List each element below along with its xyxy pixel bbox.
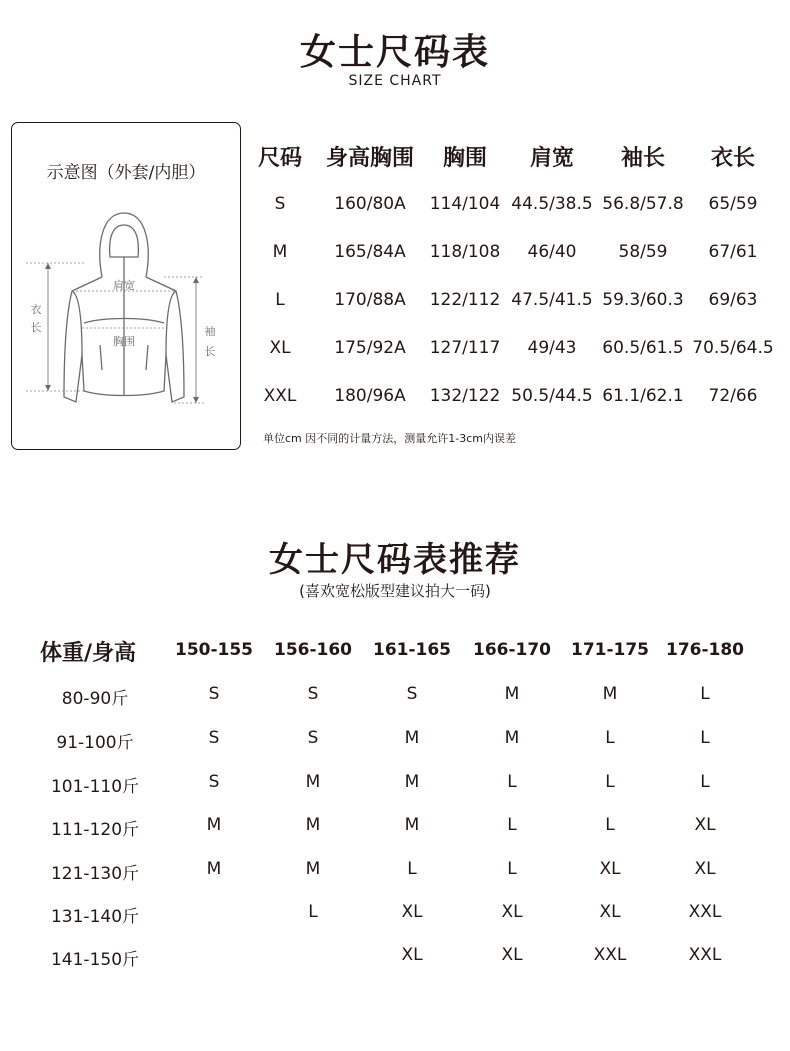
recommended-size: XXL [688,945,722,965]
recommended-size: XXL [593,945,627,965]
recommended-size: M [404,772,420,792]
recommended-size: M [504,728,520,748]
recommended-size: L [605,772,615,792]
size-chart-subtitle: SIZE CHART [348,73,442,89]
recommendation-subtitle: (喜欢宽松版型建议拍大一码) [299,582,491,600]
recommended-size: S [307,728,319,748]
diagram-label: 示意图（外套/内胆） [46,163,206,183]
sleeve-label-1: 袖 [204,325,216,338]
size-header-1: 身高胸围 [325,146,414,171]
size-cell: 61.1/62.1 [602,386,684,406]
recommended-size: M [504,684,520,704]
size-cell: 122/112 [429,290,501,310]
height-header-3: 166-170 [472,640,552,660]
recommended-size: XXL [688,902,722,922]
recommendation-title: 女士尺码表推荐 [269,540,521,580]
size-cell: 56.8/57.8 [602,194,684,214]
recommended-size: L [507,815,517,835]
recommended-size: S [208,684,220,704]
measurement-note: 单位cm 因不同的计量方法，测量允许1-3cm内误差 [263,432,516,445]
recommended-size: L [507,772,517,792]
recommended-size: XL [694,859,716,879]
weight-label: 80-90斤 [61,689,129,709]
recommended-size: S [406,684,418,704]
weight-label: 131-140斤 [50,907,140,927]
recommended-size: XL [599,902,621,922]
recommended-size: L [507,859,517,879]
size-cell: 114/104 [429,194,501,214]
weight-label: 101-110斤 [50,777,140,797]
length-label-1: 衣 [30,303,42,316]
recommended-size: M [305,859,321,879]
size-cell: 170/88A [334,290,406,310]
recommended-size: M [206,859,222,879]
recommended-size: XL [694,815,716,835]
height-header-2: 161-165 [372,640,452,660]
size-header-0: 尺码 [257,146,302,171]
recommended-size: L [308,902,318,922]
size-header-3: 肩宽 [529,146,574,171]
recommended-size: L [605,728,615,748]
size-cell: 118/108 [429,242,501,262]
recommended-size: L [700,728,710,748]
size-header-4: 袖长 [620,146,665,171]
recommended-size: XL [501,902,523,922]
recommended-size: S [208,728,220,748]
length-label-2: 长 [30,321,42,334]
height-header-1: 156-160 [273,640,353,660]
size-cell: 46/40 [527,242,577,262]
size-cell: 58/59 [618,242,668,262]
size-cell: 175/92A [334,338,406,358]
size-cell: 127/117 [429,338,501,358]
size-cell: 44.5/38.5 [511,194,593,214]
size-cell: 50.5/44.5 [511,386,593,406]
recommended-size: L [700,772,710,792]
size-cell: 70.5/64.5 [692,338,774,358]
size-cell: 165/84A [334,242,406,262]
size-cell: 65/59 [708,194,758,214]
weight-label: 111-120斤 [50,820,140,840]
recommended-size: XL [501,945,523,965]
recommended-size: XL [599,859,621,879]
recommended-size: M [404,815,420,835]
size-cell: 67/61 [708,242,758,262]
sleeve-label-2: 长 [204,345,216,358]
size-cell: L [275,290,285,310]
size-cell: S [274,194,286,214]
height-header-4: 171-175 [570,640,650,660]
jacket-outline-icon [24,205,224,410]
weight-label: 91-100斤 [56,733,134,753]
size-cell: XL [269,338,291,358]
height-header-0: 150-155 [174,640,254,660]
weight-label: 121-130斤 [50,864,140,884]
size-header-2: 胸围 [442,146,487,171]
size-cell: 160/80A [334,194,406,214]
size-header-5: 衣长 [710,146,755,171]
size-cell: 59.3/60.3 [602,290,684,310]
recommended-size: M [206,815,222,835]
size-cell: XXL [263,386,297,406]
recommended-size: XL [401,945,423,965]
recommended-size: S [307,684,319,704]
recommended-size: M [305,815,321,835]
recommended-size: L [700,684,710,704]
size-cell: 49/43 [527,338,577,358]
recommended-size: S [208,772,220,792]
recommended-size: L [407,859,417,879]
recommended-size: XL [401,902,423,922]
height-header-5: 176-180 [665,640,745,660]
size-cell: 47.5/41.5 [511,290,593,310]
size-cell: 180/96A [334,386,406,406]
size-cell: M [272,242,288,262]
weight-label: 141-150斤 [50,950,140,970]
recommended-size: M [404,728,420,748]
recommended-size: L [605,815,615,835]
recommended-size: M [602,684,618,704]
weight-height-header: 体重/身高 [40,641,137,666]
recommended-size: M [305,772,321,792]
size-cell: 132/122 [429,386,501,406]
shoulder-label: 肩宽 [113,279,135,292]
chest-label: 胸围 [113,335,135,348]
size-chart-title: 女士尺码表 [299,32,490,73]
size-cell: 72/66 [708,386,758,406]
size-cell: 60.5/61.5 [602,338,684,358]
size-cell: 69/63 [708,290,758,310]
